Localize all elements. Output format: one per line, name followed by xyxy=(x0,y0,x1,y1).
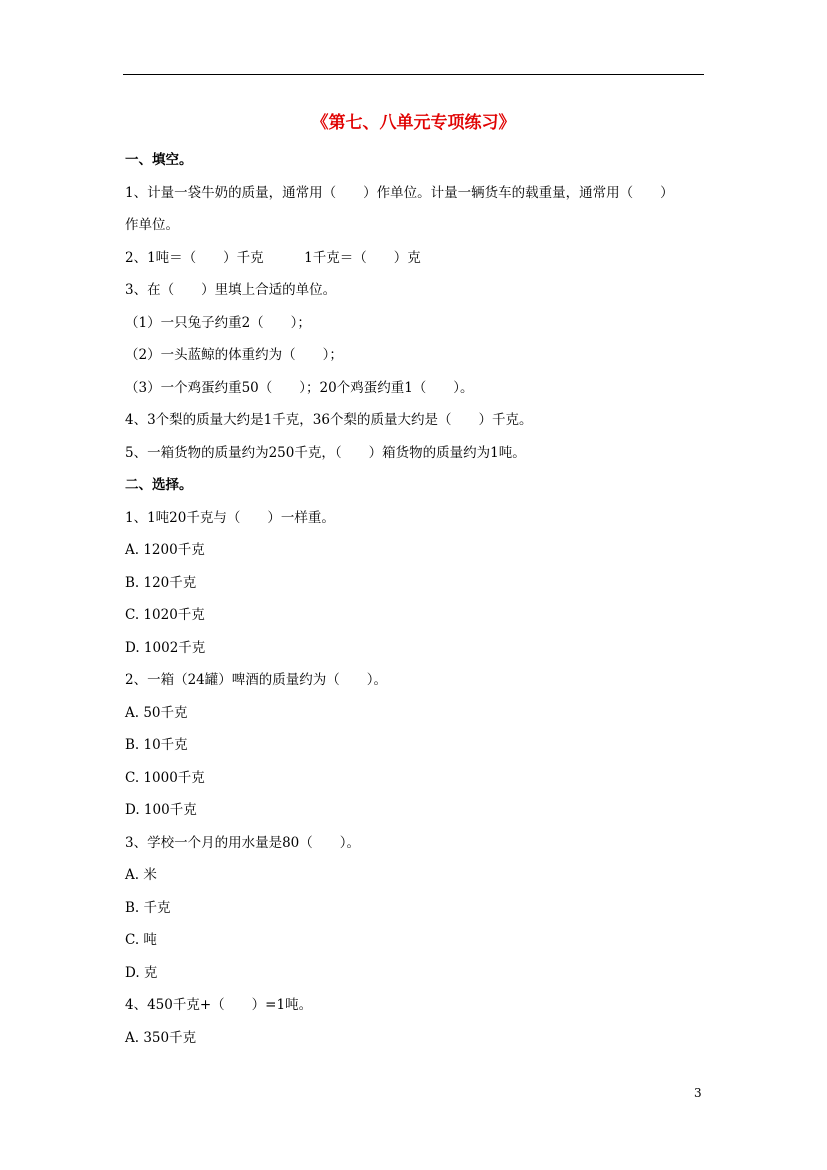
choice-option: C. 1020千克 xyxy=(125,607,205,623)
page-number: 3 xyxy=(694,1086,702,1100)
fill-question-4: 4、3个梨的质量大约是1千克，36个梨的质量大约是（ ）千克。 xyxy=(125,412,533,428)
choice-option: A. 米 xyxy=(125,867,157,883)
choice-option: D. 克 xyxy=(125,965,158,981)
section-heading-fill: 一、填空。 xyxy=(125,152,193,168)
choice-question-3: 3、学校一个月的用水量是80（ ）。 xyxy=(125,835,361,851)
choice-option: A. 1200千克 xyxy=(125,542,205,558)
header-rule xyxy=(123,74,704,75)
choice-question-2: 2、一箱（24罐）啤酒的质量约为（ ）。 xyxy=(125,672,388,688)
choice-option: B. 120千克 xyxy=(125,575,197,591)
fill-question-2: 2、1吨＝（ ）千克 1千克＝（ ）克 xyxy=(125,250,421,266)
fill-question-3: 3、在（ ）里填上合适的单位。 xyxy=(125,282,337,298)
choice-option: D. 100千克 xyxy=(125,802,197,818)
choice-option: A. 350千克 xyxy=(125,1030,197,1046)
section-heading-choice: 二、选择。 xyxy=(125,477,193,493)
fill-question-5: 5、一箱货物的质量约为250千克，（ ）箱货物的质量约为1吨。 xyxy=(125,445,526,461)
choice-option: B. 10千克 xyxy=(125,737,188,753)
fill-question-3-item-1: （1）一只兔子约重2（ ）； xyxy=(125,315,311,331)
choice-option: D. 1002千克 xyxy=(125,640,206,656)
choice-option: C. 1000千克 xyxy=(125,770,205,786)
choice-option: A. 50千克 xyxy=(125,705,188,721)
choice-question-4: 4、450千克+（ ）=1吨。 xyxy=(125,997,313,1013)
fill-question-1-line-1: 1、计量一袋牛奶的质量，通常用（ ）作单位。计量一辆货车的载重量，通常用（ ） xyxy=(125,185,674,201)
fill-question-3-item-2: （2）一头蓝鲸的体重约为（ ）； xyxy=(125,347,343,363)
page-title: 《第七、八单元专项练习》 xyxy=(311,113,516,133)
choice-option: B. 千克 xyxy=(125,900,171,916)
choice-question-1: 1、1吨20千克与（ ）一样重。 xyxy=(125,510,335,526)
fill-question-3-item-3: （3）一个鸡蛋约重50（ ）；20个鸡蛋约重1（ ）。 xyxy=(125,380,474,396)
fill-question-1-line-2: 作单位。 xyxy=(125,217,179,233)
choice-option: C. 吨 xyxy=(125,932,157,948)
